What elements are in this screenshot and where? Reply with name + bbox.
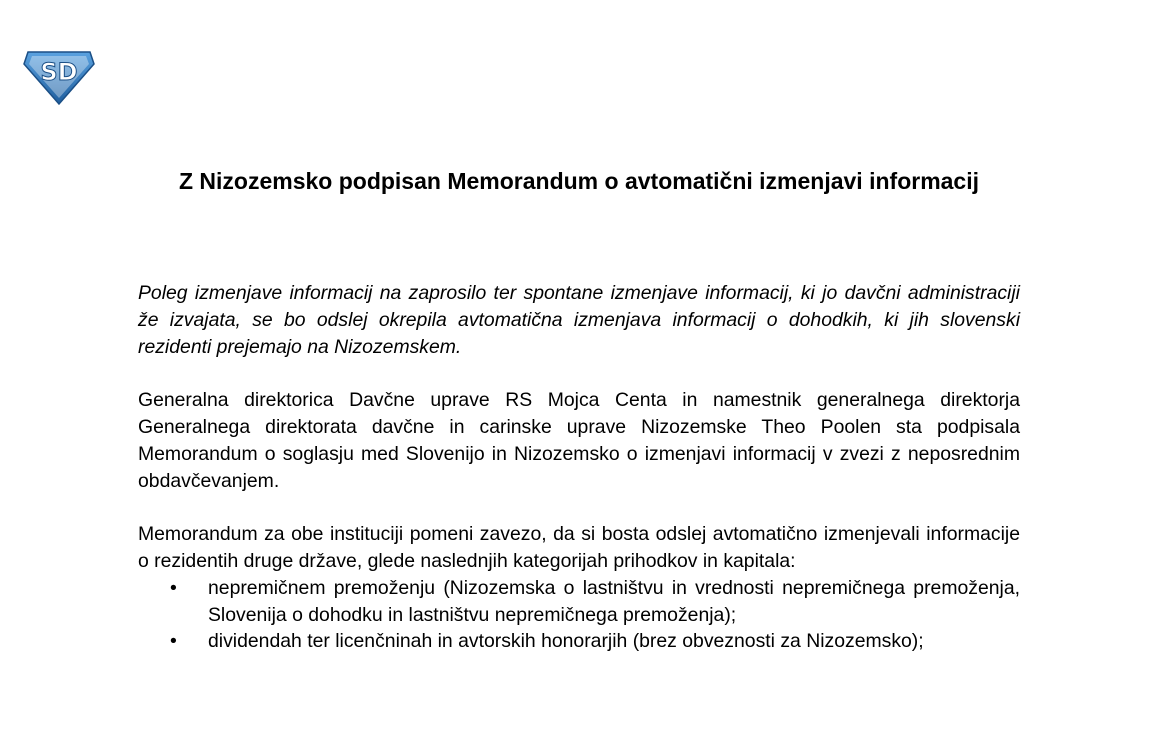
categories-list (138, 575, 1020, 655)
list-item-text: dividendah ter licenčninah in avtorskih honorarjih (brez obveznosti za Nizozemsko); (208, 630, 924, 653)
list-item (138, 575, 1020, 629)
list-item-text: nepremičnem premoženju (Nizozemska o lastništvu in vrednosti nepremičnega premoženja, Slovenija o dohodku in lastništvu nepremičnega premoženja); (208, 576, 1020, 626)
bullet-icon: • (170, 576, 177, 599)
document-body (138, 280, 1020, 655)
body-paragraph-memorandum: Memorandum za obe instituciji pomeni zavezo, da si bosta odslej avtomatično izmenjevali informacije o rezidentih druge države, glede naslednjih kategorijah prihodkov in kapitala: (138, 523, 1020, 572)
lead-paragraph: Poleg izmenjave informacij na zaprosilo ter spontane izmenjave informacij, ki jo davčni administraciji že izvajata, se bo odslej okrepila avtomatična izmenjava informacij o dohodkih, ki jih slovenski rezidenti prejemajo na Nizozemskem. (138, 282, 1020, 358)
list-item (138, 628, 1020, 655)
body-paragraph-signing: Generalna direktorica Davčne uprave RS Mojca Centa in namestnik generalnega direktorja Generalnega direktorata davčne in carinske uprave Nizozemske Theo Poolen sta podpisala Memorandum o soglasju med Slovenijo in Nizozemsko o izmenjavi informacij v zvezi z neposrednim obdavčevanjem. (138, 389, 1020, 492)
bullet-icon: • (170, 630, 177, 653)
page-title: Z Nizozemsko podpisan Memorandum o avtomatični izmenjavi informacij (178, 168, 980, 194)
sd-shield-logo (22, 48, 96, 106)
svg-text:SD: SD (40, 58, 78, 86)
